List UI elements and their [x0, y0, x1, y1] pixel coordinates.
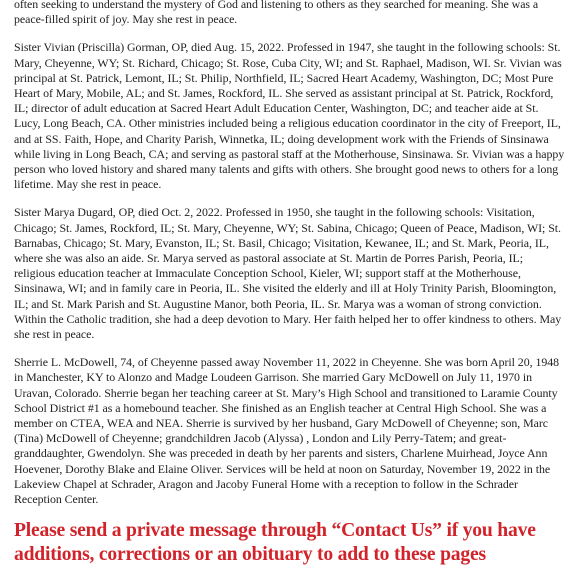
obituary-paragraph-marya-dugard: Sister Marya Dugard, OP, died Oct. 2, 2022. Professed in 1950, she taught in the following schools: Visitation, Chicago; St. James, Rockford, IL; St. Mary, Cheyenne, WY; St. Sabina, Chicago; Queen of Peace, Madison, WI; St. Barnabas, Chicago; St. Mary, Evanston, IL; St. Basil, Chicago; Visitation, Kewanee, IL; and St. Mark, Peoria, IL, where she was also an aide. Sr. Marya served as pastoral associate at St. Martin de Porres Parish, Peoria, IL; religious education teacher at Immaculate Conception School, Kieler, WI; support staff at the Motherhouse, Sinsinawa, WI; and in family care in Peoria, IL. She visited the elderly and ill at Holy Trinity Parish, Bloomington, IL; and St. Mark Parish and St. Augustine Manor, both Peoria, IL. Sr. Marya was a woman of strong conviction. Within the Catholic tradition, she had a deep devotion to Mary. Her faith helped her to offer kindness to others. May she rest in peace.: [14, 205, 562, 342]
obituary-paragraph-continued: often seeking to understand the mystery of God and listening to others as they searched for meaning. She was a peace-filled spirit of joy. May she rest in peace.: [14, 0, 539, 27]
obituary-paragraph-sherrie-mcdowell: Sherrie L. McDowell, 74, of Cheyenne passed away November 11, 2022 in Cheyenne. She was born April 20, 1948 in Manchester, KY to Alonzo and Madge Loudeen Garrison. She married Gary McDowell on July 11, 1970 in Uravan, Colorado. Sherrie began her teaching career at St. Mary’s High School and transitioned to Laramie County School District #1 as a homebound teacher. She finished as an English teacher at Central High School. She was a member on CTEA, WEA and NEA. Sherrie is survived by her husband, Gary McDowell of Cheyenne; son, Marc (Tina) McDowell of Cheyenne; grandchildren Jacob (Alyssa) , London and Lily Perry-Tatem; and great-granddaughter, Gwendolyn. She was preceded in death by her parents and sisters, Charlene Muirhead, Joyce Ann Hoevener, Dorothy Blake and Elaine Oliver. Services will be held at noon on Saturday, November 19, 2022 in the Lakeview Chapel at Schrader, Aragon and Jacoby Funeral Home with a reception to follow in the Schrader Reception Center.: [14, 355, 560, 507]
obituary-paragraph-vivian-gorman: Sister Vivian (Priscilla) Gorman, OP, died Aug. 15, 2022. Professed in 1947, she taught in the following schools: St. Mary, Cheyenne, WY; St. Richard, Chicago; St. Rose, Cuba City, WI; and St. Raphael, Madison, WI. Sr. Vivian was principal at St. Patrick, Lemont, IL; St. Philip, Northfield, IL; Sacred Heart Academy, Washington, DC; Most Pure Heart of Mary, Mobile, AL; and St. James, Rockford, IL. She served as assistant principal at St. Patrick, Rockford, IL; director of adult education at Sacred Heart Adult Education Center, Washington, DC; and teacher aide at St. Lucy, Long Beach, CA. Other ministries included being a religious education coordinator in the city of Freeport, IL, and at SS. Faith, Hope, and Charity Parish, Winnetka, IL; doing development work with the Friends of Sinsinawa while living in Long Beach, CA; and serving as pastoral staff at the Motherhouse, Sinsinawa. Sr. Vivian was a happy person who loved history and shared many talents and gifts with others. She brought good news to others for a long lifetime. May she rest in peace.: [14, 40, 565, 192]
obituary-column: [14, 0, 565, 520]
contact-us-notice: Please send a private message through “Contact Us” if you have additions, corrections or an obituary to add to these pages: [14, 520, 536, 565]
